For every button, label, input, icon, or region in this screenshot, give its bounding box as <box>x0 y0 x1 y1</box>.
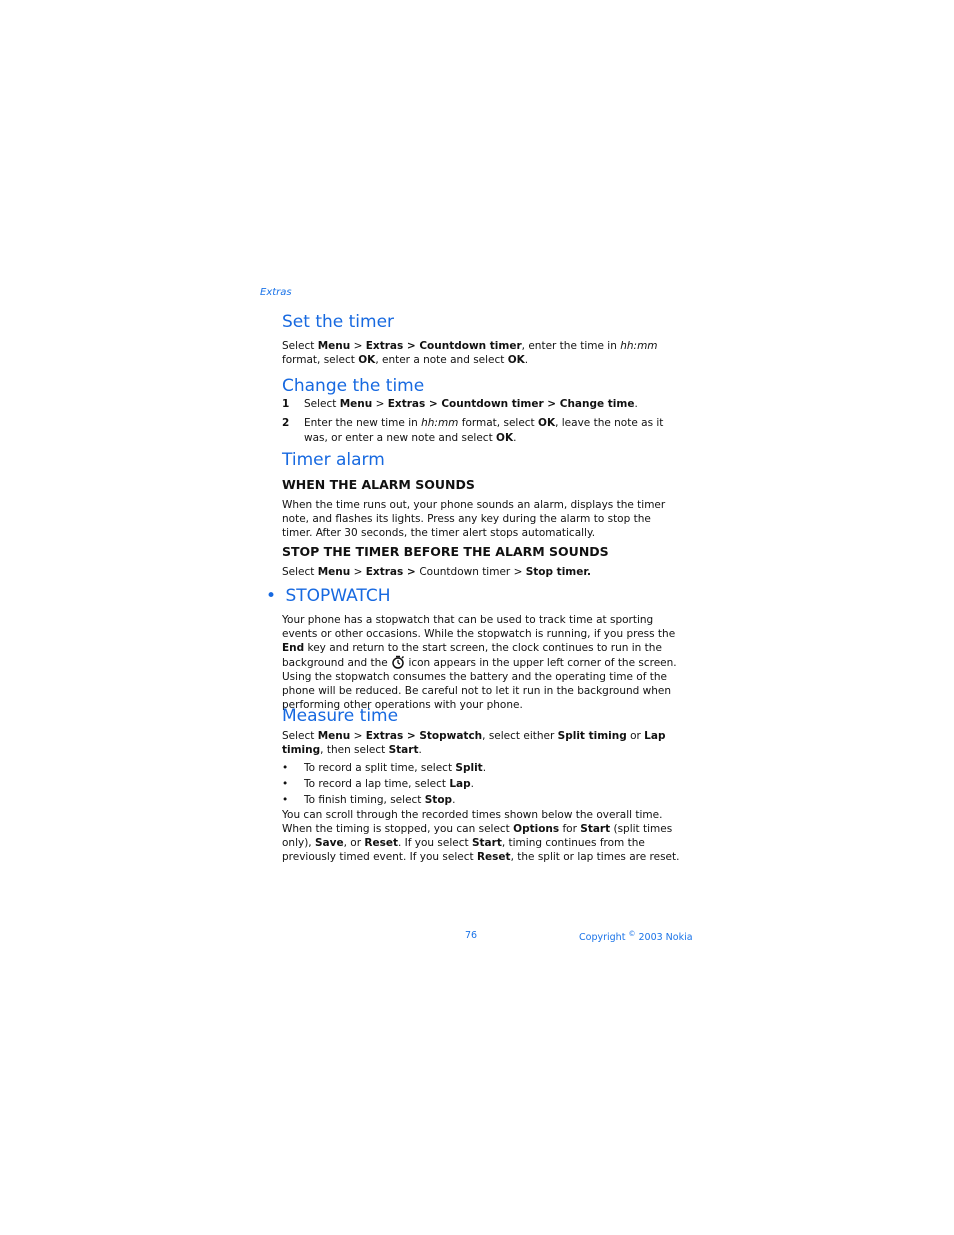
heading-measure-time: Measure time <box>282 706 399 726</box>
heading-timer-alarm: Timer alarm <box>282 450 385 470</box>
step-1: 1 Select Menu > Extras > Countdown timer > Change time. <box>282 398 638 410</box>
when-alarm-sounds-text: When the time runs out, your phone sounds an alarm, displays the timer note, and flashes its lights. Press any key during the alarm to stop the timer. After 30 seconds, the timer alert stops automatically. <box>282 499 666 539</box>
set-timer-paragraph: Select Menu > Extras > Countdown timer, enter the time in hh:mm format, select OK, enter a note and select OK. <box>282 340 658 366</box>
stop-timer-text: Select Menu > Extras > Countdown timer > Stop timer. <box>282 566 592 578</box>
measure-time-paragraph: Select Menu > Extras > Stopwatch, select either Split timing or Lap timing, then select Start. <box>282 730 666 756</box>
list-item: • To finish timing, select Stop. <box>282 794 456 806</box>
subheading-when-alarm-sounds: WHEN THE ALARM SOUNDS <box>282 477 475 492</box>
stopwatch-paragraph: Your phone has a stopwatch that can be used to track time at sporting events or other occasions. While the stopwatch is running, if you press the End key and return to the start screen, the clock continues to run in the background and the icon appears in the upper left corner of the screen. Using the stopwatch consumes the battery and the operating time of the phone will be reduced. Be careful not to let it run in the background when performing other operations with your phone. <box>282 614 677 711</box>
page-number: 76 <box>465 930 478 941</box>
stopwatch-icon <box>391 655 405 669</box>
heading-set-the-timer: Set the timer <box>282 312 395 332</box>
heading-stopwatch <box>266 586 390 606</box>
running-header: Extras <box>260 287 292 298</box>
heading-change-the-time: Change the time <box>282 376 425 396</box>
heading-stopwatch-text: STOPWATCH <box>285 586 391 606</box>
measure-time-paragraph-2: You can scroll through the recorded times shown below the overall time. When the timing is stopped, you can select Options for Start (split times only), Save, or Reset. If you select Start, timing continues from the previously timed event. If you select Reset, the split or lap times are reset. <box>282 809 680 863</box>
copyright: Copyright © 2003 Nokia <box>579 930 693 944</box>
list-item: • To record a lap time, select Lap. <box>282 778 474 790</box>
heading-bullet: • <box>266 586 277 606</box>
list-item: • To record a split time, select Split. <box>282 762 487 774</box>
subheading-stop-timer: STOP THE TIMER BEFORE THE ALARM SOUNDS <box>282 544 609 559</box>
step-2: 2 Enter the new time in hh:mm format, select OK, leave the note as it was, or enter a new note and select OK. <box>282 417 664 444</box>
